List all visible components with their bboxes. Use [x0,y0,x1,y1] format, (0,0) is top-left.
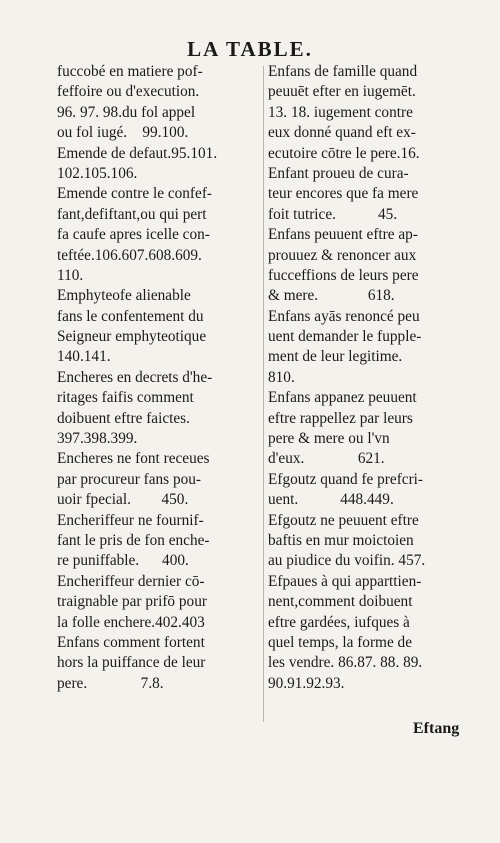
index-line: les vendre. 86.87. 88. 89. [268,654,423,672]
index-line: fa caufe apres icelle con- [57,226,210,244]
index-line: Enfans appanez peuuent [268,389,417,407]
index-line: 96. 97. 98.du fol appel [57,103,196,121]
index-line: 110. [57,266,84,284]
index-line: teur encores que fa mere [268,185,419,203]
index-line: 140.141. [57,348,111,366]
index-line: Emende de defaut.95.101. [57,144,218,162]
index-line: par procureur fans pou- [57,470,201,488]
index-line: prouuez & renoncer aux [268,246,417,264]
index-line: ritages faifis comment [57,389,194,407]
index-line: fant le pris de fon enche- [57,531,210,549]
index-line: d'eux. 621. [268,450,385,468]
index-line: Efpaues à qui apparttien- [268,572,422,590]
index-line: feffoire ou d'execution. [57,83,200,101]
index-line: uent demander le fupple- [268,328,422,346]
index-line: hors la puiffance de leur [57,654,206,672]
index-line: peuuēt efter en iugemēt. [268,83,416,101]
index-line: pere. 7.8. [57,674,164,692]
index-line: pere & mere ou l'vn [268,430,390,448]
index-line: re puniffable. 400. [57,552,189,570]
index-line: Encheriffeur ne fournif- [57,511,204,529]
index-line: 102.105.106. [57,164,138,182]
index-line: 810. [268,368,295,386]
index-line: Enfant proueu de cura- [268,164,409,182]
index-line: eux donné quand eft ex- [268,124,416,142]
index-line: Encheres ne font receues [57,450,210,468]
index-line: Seigneur emphyteotique [57,328,207,346]
index-column-right [268,62,478,694]
index-line: eftre rappellez par leurs [268,409,413,427]
index-column-left [57,62,262,694]
index-line: ment de leur legitime. [268,348,403,366]
column-divider [263,66,264,722]
index-line: 13. 18. iugement contre [268,103,413,121]
index-line: Emphyteofe alienable [57,287,191,305]
index-line: la folle enchere.402.403 [57,613,205,631]
index-line: Encheriffeur dernier cō- [57,572,205,590]
index-line: Enfans peuuent eftre ap- [268,226,418,244]
index-line: ou fol iugé. 99.100. [57,124,189,142]
index-line: traignable par prifō pour [57,593,207,611]
index-line: & mere. 618. [268,287,395,305]
index-line: nent,comment doibuent [268,593,413,611]
running-title: LA TABLE. [187,37,313,61]
index-line: ecutoire cōtre le pere.16. [268,144,420,162]
index-line: fans le confentement du [57,307,204,325]
index-line: doibuent eftre faictes. [57,409,190,427]
index-line: au piudice du voifin. 457. [268,552,426,570]
index-line: fucceffions de leurs pere [268,266,419,284]
index-line: Efgoutz ne peuuent eftre [268,511,419,529]
index-line: teftée.106.607.608.609. [57,246,202,264]
index-line: Efgoutz quand fe prefcri- [268,470,424,488]
index-line: Enfans de famille quand [268,63,418,80]
index-line: fant,defiftant,ou qui pert [57,205,207,223]
catchword: Eftang [413,720,460,737]
index-line: foit tutrice. 45. [268,205,398,223]
index-line: fuccobé en matiere pof- [57,63,203,80]
index-line: baftis en mur moictoien [268,531,414,549]
index-line: 90.91.92.93. [268,674,345,692]
index-line: Emende contre le confef- [57,185,213,203]
index-line: quel temps, la forme de [268,633,412,651]
index-line: 397.398.399. [57,430,138,448]
index-line: uoir fpecial. 450. [57,491,189,509]
index-line: Encheres en decrets d'he- [57,368,213,386]
index-line: eftre gardées, iufques à [268,613,410,631]
index-line: Enfans comment fortent [57,633,205,651]
index-line: uent. 448.449. [268,491,394,509]
index-line: Enfans ayās renoncé peu [268,307,420,325]
